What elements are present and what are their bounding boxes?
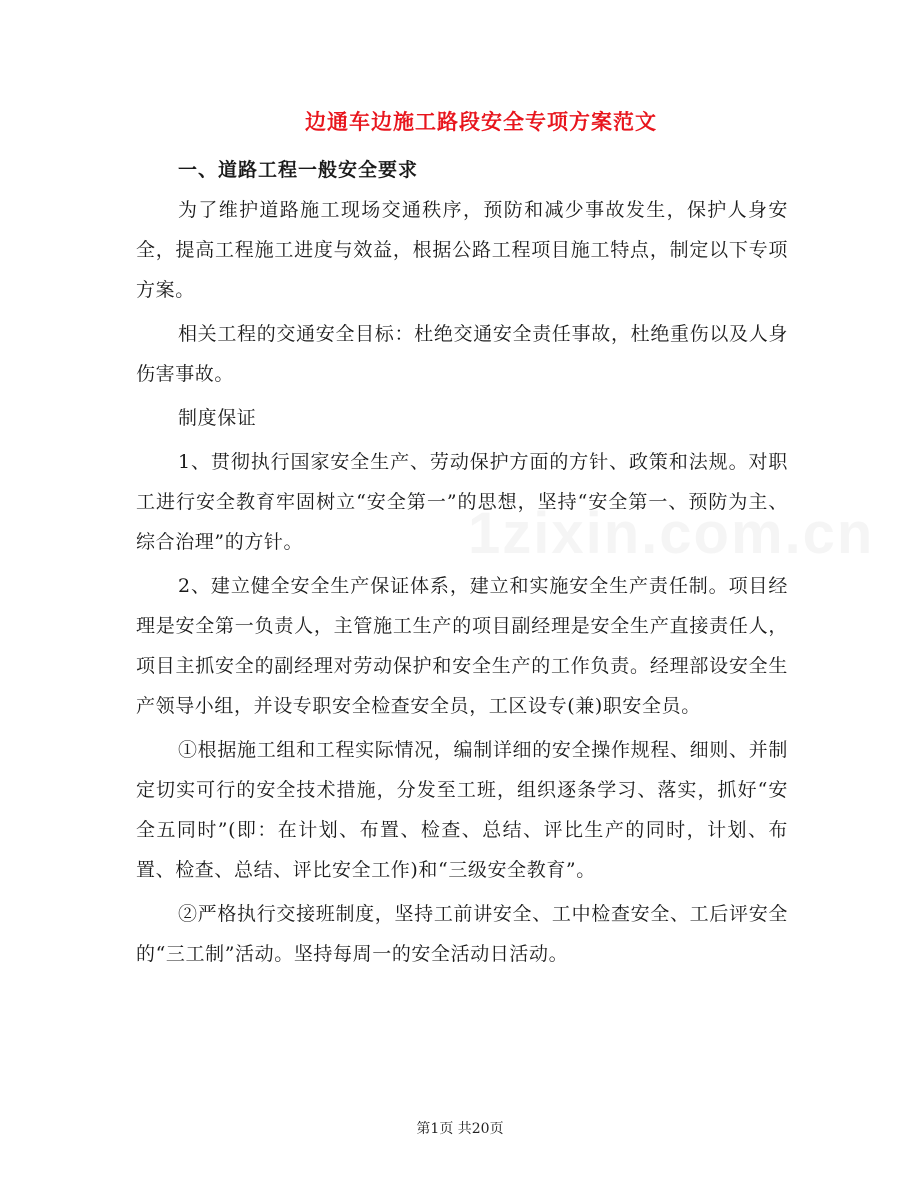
paragraph-item-1: 1、贯彻执行国家安全生产、劳动保护方面的方针、政策和法规。对职工进行安全教育牢固树立“安全第一”的思想，坚持“安全第一、预防为主、综合治理”的方针。 [136,451,788,553]
paragraph-subitem-2: ②严格执行交接班制度，坚持工前讲安全、工中检查安全、工后评安全的“三工制”活动。坚持每周一的安全活动日活动。 [136,903,788,965]
watermark: 1zixin.com.cn [468,501,875,566]
paragraph-subheading-system: 制度保证 [178,407,257,429]
paragraph-subitem-1: ①根据施工组和工程实际情况，编制详细的安全操作规程、细则、并制定切实可行的安全技术措施，分发至工班，组织逐条学习、落实，抓好“安全五同时”(即：在计划、布置、检查、总结、评比生产的同时，计划、布置、检查、总结、评比安全工作)和“三级安全教育”。 [136,739,788,881]
section-heading: 一、道路工程一般安全要求 [178,159,419,181]
paragraph-intro: 为了维护道路施工现场交通秩序，预防和减少事故发生，保护人身安全，提高工程施工进度与效益，根据公路工程项目施工特点，制定以下专项方案。 [136,199,788,301]
page-footer: 第1页 共20页 [416,1121,504,1137]
document-body [136,150,788,974]
paragraph-goal: 相关工程的交通安全目标：杜绝交通安全责任事故，杜绝重伤以及人身伤害事故。 [136,323,788,385]
paragraph-item-2: 2、建立健全安全生产保证体系，建立和实施安全生产责任制。项目经理是安全第一负责人，主管施工生产的项目副经理是安全生产直接责任人，项目主抓安全的副经理对劳动保护和安全生产的工作负责。经理部设安全生产领导小组，并设专职安全检查安全员，工区设专(兼)职安全员。 [136,575,788,717]
document-title: 边通车边施工路段安全专项方案范文 [305,109,657,134]
